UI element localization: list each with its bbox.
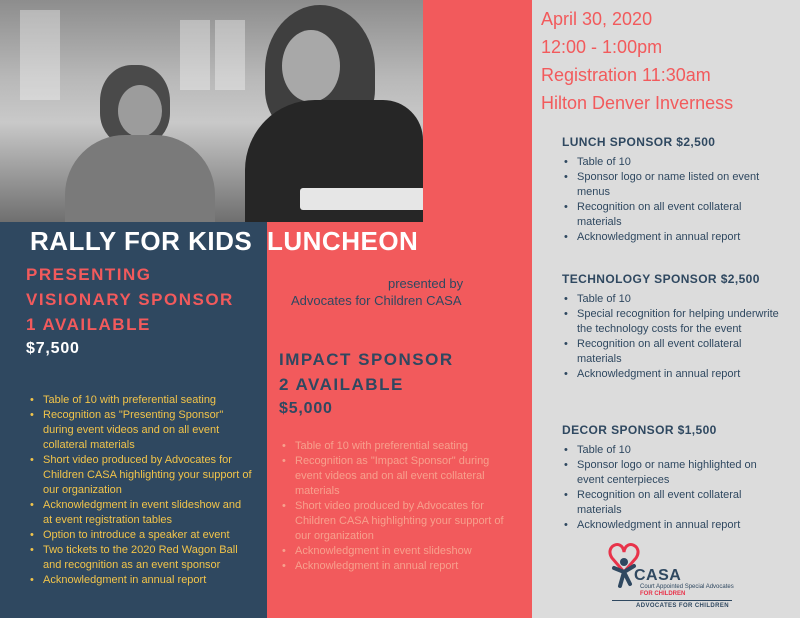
list-item: • Table of 10 with preferential seating xyxy=(28,393,253,408)
list-item: • Sponsor logo or name highlighted on event centerpieces xyxy=(562,458,782,488)
lunch-sponsor-heading: LUNCH SPONSOR $2,500 xyxy=(562,135,716,149)
technology-benefits-list xyxy=(562,292,782,382)
list-item: • Special recognition for helping underwrite the technology costs for the event xyxy=(562,307,782,337)
hero-photo xyxy=(0,0,423,222)
list-item: • Recognition as "Impact Sponsor" during event videos and on all event collateral materials xyxy=(280,454,505,499)
decor-benefits-list xyxy=(562,443,782,533)
list-item: • Recognition on all event collateral materials xyxy=(562,488,782,518)
list-item: • Table of 10 xyxy=(562,155,782,170)
event-time: 12:00 - 1:00pm xyxy=(541,37,663,57)
impact-availability: 2 AVAILABLE xyxy=(279,375,404,394)
impact-heading: IMPACT SPONSOR xyxy=(279,350,454,369)
logo-wordmark: CASA xyxy=(634,567,682,584)
presenting-availability: 1 AVAILABLE xyxy=(26,315,151,334)
logo-tagline: Court Appointed Special Advocates xyxy=(640,584,734,590)
impact-benefits-list xyxy=(280,439,505,574)
list-item: • Recognition on all event collateral materials xyxy=(562,200,782,230)
list-item: • Acknowledgment in event slideshow and at event registration tables xyxy=(28,498,253,528)
list-item: • Acknowledgment in annual report xyxy=(280,559,505,574)
technology-sponsor-heading: TECHNOLOGY SPONSOR $2,500 xyxy=(562,272,760,286)
title-rally-for-kids: RALLY FOR KIDS xyxy=(30,226,253,256)
list-item: • Short video produced by Advocates for Children CASA highlighting your support of our organization xyxy=(280,499,505,544)
list-item: • Table of 10 xyxy=(562,292,782,307)
list-item: • Two tickets to the 2020 Red Wagon Ball and recognition as an event sponsor xyxy=(28,543,253,573)
list-item: • Option to introduce a speaker at event xyxy=(28,528,253,543)
list-item: • Sponsor logo or name listed on event menus xyxy=(562,170,782,200)
presenting-price: $7,500 xyxy=(26,340,80,357)
list-item: • Table of 10 with preferential seating xyxy=(280,439,505,454)
event-venue: Hilton Denver Inverness xyxy=(541,93,734,113)
lunch-benefits-list xyxy=(562,155,782,245)
list-item: • Recognition on all event collateral materials xyxy=(562,337,782,367)
presenting-benefits-list xyxy=(28,393,253,588)
list-item: • Recognition as "Presenting Sponsor" during event videos and on all event collateral materials xyxy=(28,408,253,453)
title-luncheon: LUNCHEON xyxy=(267,226,419,256)
logo-divider xyxy=(612,600,732,601)
presenting-heading-line2: VISIONARY SPONSOR xyxy=(26,290,234,309)
impact-price: $5,000 xyxy=(279,400,333,417)
list-item: • Acknowledgment in annual report xyxy=(28,573,253,588)
list-item: • Acknowledgment in event slideshow xyxy=(280,544,505,559)
presented-by-org: Advocates for Children CASA xyxy=(291,293,462,308)
list-item: • Acknowledgment in annual report xyxy=(562,230,782,245)
presented-by-label: presented by xyxy=(388,276,464,291)
list-item: • Short video produced by Advocates for Children CASA highlighting your support of our organization xyxy=(28,453,253,498)
logo-org-name: ADVOCATES FOR CHILDREN xyxy=(636,603,730,609)
logo-for-children: FOR CHILDREN xyxy=(640,591,686,597)
decor-sponsor-heading: DECOR SPONSOR $1,500 xyxy=(562,423,717,437)
list-item: • Acknowledgment in annual report xyxy=(562,518,782,533)
list-item: • Table of 10 xyxy=(562,443,782,458)
event-date: April 30, 2020 xyxy=(541,9,653,29)
list-item: • Acknowledgment in annual report xyxy=(562,367,782,382)
event-registration: Registration 11:30am xyxy=(541,65,711,85)
presenting-heading-line1: PRESENTING xyxy=(26,265,152,284)
